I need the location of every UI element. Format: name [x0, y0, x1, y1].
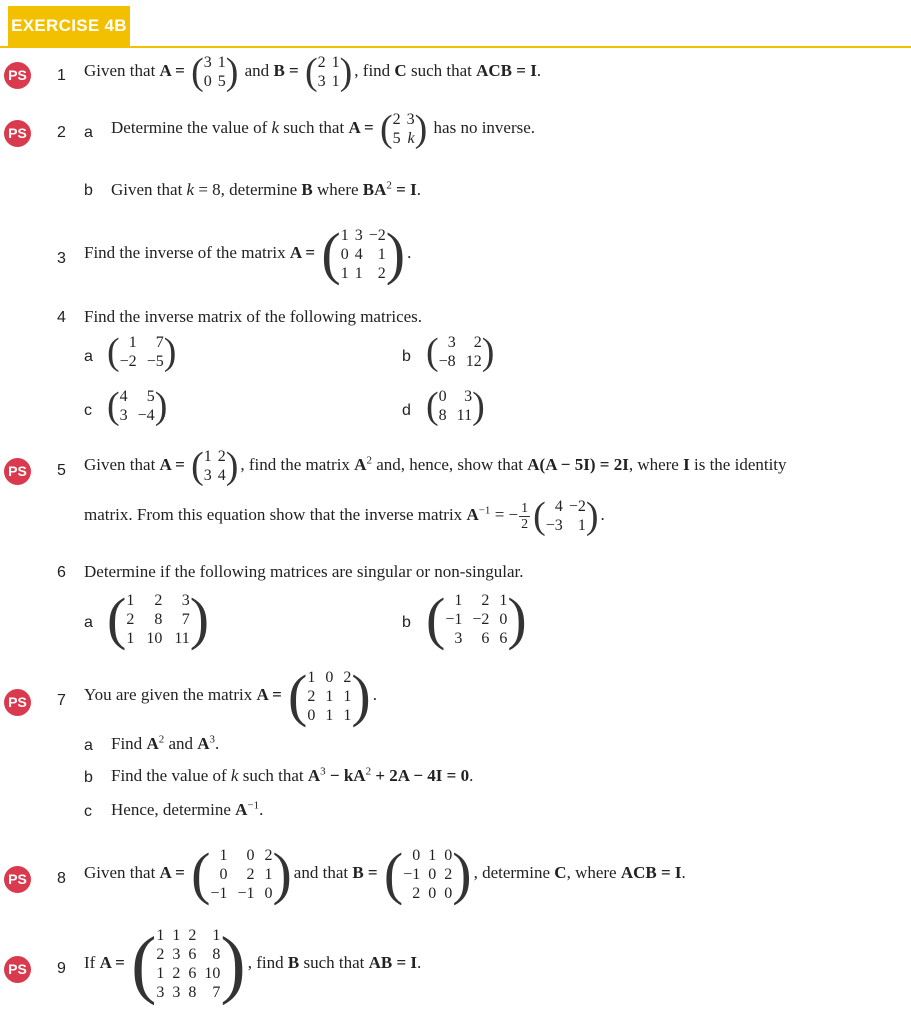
question-number: 2: [57, 124, 66, 141]
question-3: Find the inverse of the matrix A = ( 1 3 −2 0 4 1 1 1 2 ) .: [84, 221, 412, 286]
part-label: c: [84, 803, 92, 820]
ps-badge: PS: [4, 956, 31, 983]
question-4c: [105, 387, 169, 425]
question-number: 4: [57, 309, 66, 326]
question-5-line1: Given that A = ( 1 2 3 4 ) , find the matrix $A^2$ and, hence, show that A(A − 5I) = 2I, where I is the identity: [84, 445, 787, 487]
question-4a: [105, 333, 178, 371]
matrix: ( 1 3 −2 0 4 1 1 1 2 ): [321, 221, 406, 286]
part-label: d: [402, 402, 411, 419]
part-label: a: [84, 348, 93, 365]
matrix: ( 3 1 0 5 ): [191, 51, 239, 93]
exercise-title: EXERCISE 4B: [8, 6, 130, 46]
part-label: a: [84, 737, 93, 754]
question-7c: Hence, determine $A^{-1}$.: [111, 799, 264, 819]
matrix: ( 2 1 3 1 ): [304, 51, 353, 93]
matrix: ( 0 1 0 −1 0 2 2 0 0 ): [383, 841, 472, 906]
question-number: 9: [57, 960, 66, 977]
part-label: b: [402, 614, 411, 631]
part-label: b: [402, 348, 411, 365]
question-4: Find the inverse matrix of the following matrices.: [84, 307, 423, 326]
matrix: ( 4 5 3 −4 ): [107, 385, 168, 427]
question-number: 8: [57, 870, 66, 887]
question-7b: Find the value of k such that $A^3 - kA^2 + 2A - 4I = 0$.: [111, 765, 474, 785]
question-number: 1: [57, 67, 66, 84]
part-label: b: [84, 769, 93, 786]
matrix: ( 1 2 3 2 8 7 1 10 11 ): [107, 586, 210, 651]
question-6a: [105, 586, 211, 651]
matrix: ( 0 3 8 11 ): [426, 385, 485, 427]
header-rule: [0, 46, 911, 48]
question-2b: Given that k = 8, determine B where $BA^2 = I$.: [111, 179, 421, 199]
question-number: 3: [57, 250, 66, 267]
matrix: ( 2 3 5 k ): [379, 108, 428, 150]
ps-badge: PS: [4, 458, 31, 485]
matrix: ( 1 2 1 −1 −2 0 3 6 6 ): [426, 586, 527, 651]
matrix: ( 3 2 −8 12 ): [426, 331, 495, 373]
matrix: ( 1 2 3 4 ): [191, 445, 239, 487]
question-7a: Find $A^2$ and $A^3$.: [111, 733, 220, 753]
part-label: a: [84, 124, 93, 141]
question-1: Given that A = ( 3 1 0 5 ) and B = ( 2 1 3 1 ) , find C such that ACB = I.: [84, 51, 542, 93]
matrix: ( 1 0 2 2 1 1 0 1 1 ): [288, 663, 371, 728]
matrix: ( 4 −2 −3 1 ): [533, 495, 599, 537]
fraction: $\frac{1}{2}$: [521, 500, 529, 532]
question-2a: Determine the value of k such that A = ( 2 3 5 k ) has no inverse.: [111, 108, 536, 150]
matrix: ( 1 7 −2 −5 ): [107, 331, 177, 373]
ps-badge: PS: [4, 120, 31, 147]
exercise-header: [0, 2, 911, 46]
part-label: a: [84, 614, 93, 631]
question-4d: [424, 387, 487, 425]
question-8: Given that A = ( 1 0 2 0 2 1 −1 −1 0 ) and that B = ( 0 1 0 −1 0 2 2 0 0 ) , determine C, where ACB = I.: [84, 841, 686, 906]
question-7: You are given the matrix A = ( 1 0 2 2 1 1 0 1 1 ) .: [84, 663, 377, 728]
question-5-line2: matrix. From this equation show that the inverse matrix $A^{-1}$ = − $\frac{1}{2}$ ( 4 −2 −3 1 ) .: [84, 495, 605, 537]
question-number: 5: [57, 462, 66, 479]
ps-badge: PS: [4, 689, 31, 716]
question-6: Determine if the following matrices are singular or non-singular.: [84, 562, 524, 581]
question-4b: [424, 333, 496, 371]
part-label: b: [84, 182, 93, 199]
question-number: 7: [57, 692, 66, 709]
question-number: 6: [57, 564, 66, 581]
question-6b: [424, 586, 529, 651]
ps-badge: PS: [4, 62, 31, 89]
matrix: ( 1 1 2 1 2 3 6 8 1 2 6 10 3 3 8 7 ): [131, 922, 246, 1006]
ps-badge: PS: [4, 866, 31, 893]
part-label: c: [84, 402, 92, 419]
matrix: ( 1 0 2 0 2 1 −1 −1 0 ): [191, 841, 292, 906]
question-9: If A = ( 1 1 2 1 2 3 6 8 1 2 6 10 3 3 8 7 ) , find B such that AB = I.: [84, 922, 422, 1006]
